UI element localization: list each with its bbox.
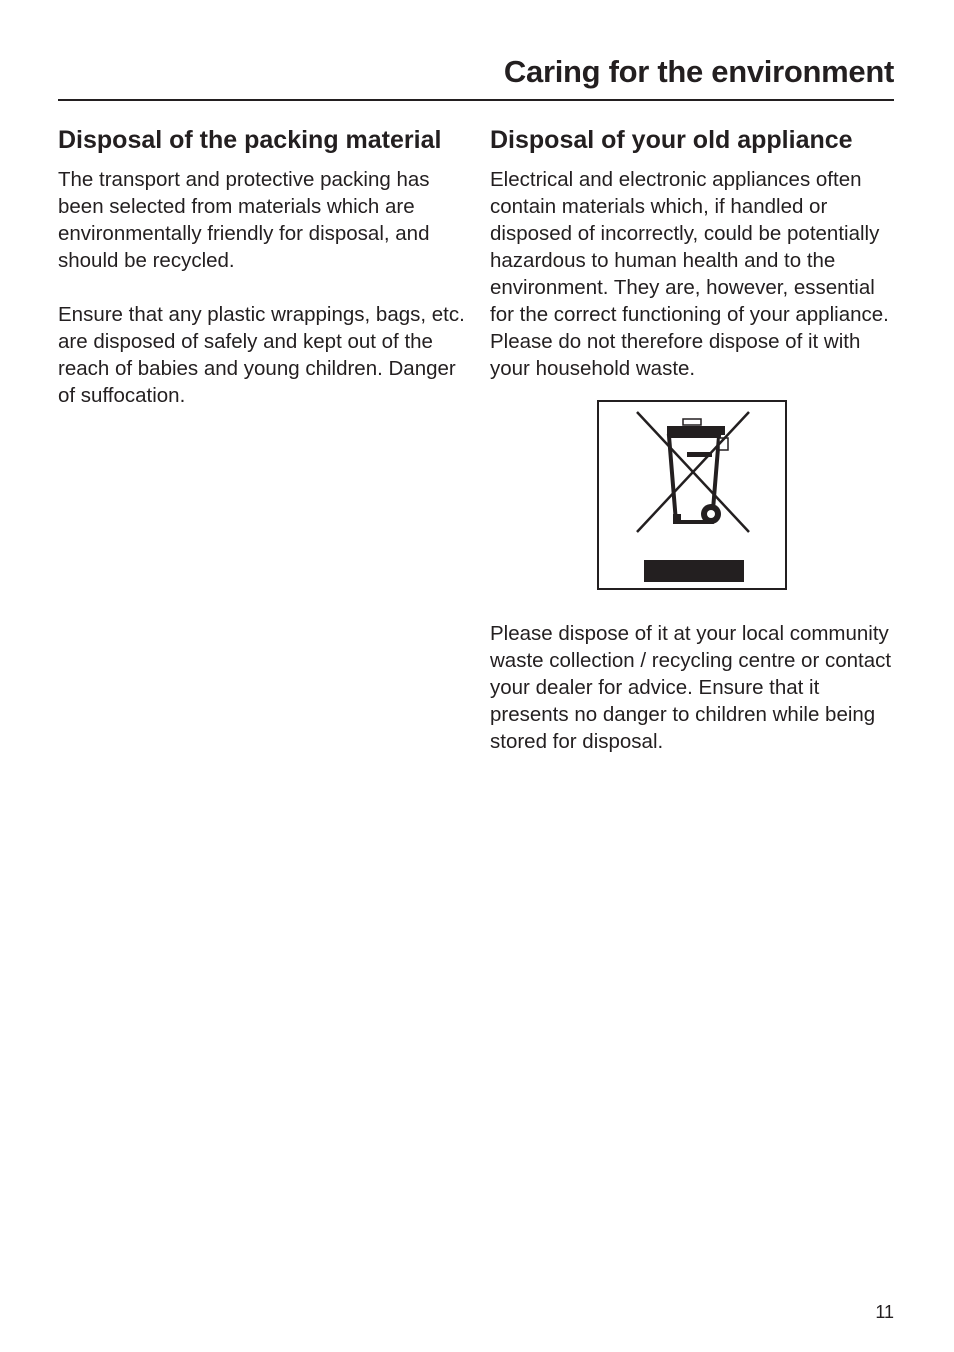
- packing-disposal-heading: Disposal of the packing material: [58, 126, 442, 154]
- page-number: 11: [875, 1302, 894, 1322]
- hazard-paragraph: Electrical and electronic appliances often contain materials which, if handled or disposed of incorrectly, could be potentially hazardous to human health and to the environment. They are, however, essential for the correct functioning of your appliance. Please do not therefore dispose of it with your household waste.: [490, 168, 889, 380]
- page-title: Caring for the environment: [503, 54, 894, 89]
- packing-paragraph: The transport and protective packing has been selected from materials which are environmentally friendly for disposal, and should be recycled.: [58, 168, 430, 272]
- page-header: [58, 50, 894, 101]
- weee-symbol-box: [597, 400, 787, 590]
- appliance-disposal-section: [490, 124, 894, 782]
- recycling-centre-paragraph: Please dispose of it at your local community waste collection / recycling centre or contact your dealer for advice. Ensure that it presents no danger to children while being stored for disposal.: [490, 622, 892, 753]
- suffocation-warning-paragraph: Ensure that any plastic wrappings, bags, etc. are disposed of safely and kept out of the reach of babies and young children. Danger of suffocation.: [58, 303, 465, 407]
- packing-disposal-section: [58, 124, 468, 436]
- crossed-out-wheelie-bin-icon: [599, 402, 785, 588]
- appliance-disposal-heading: Disposal of your old appliance: [490, 126, 853, 154]
